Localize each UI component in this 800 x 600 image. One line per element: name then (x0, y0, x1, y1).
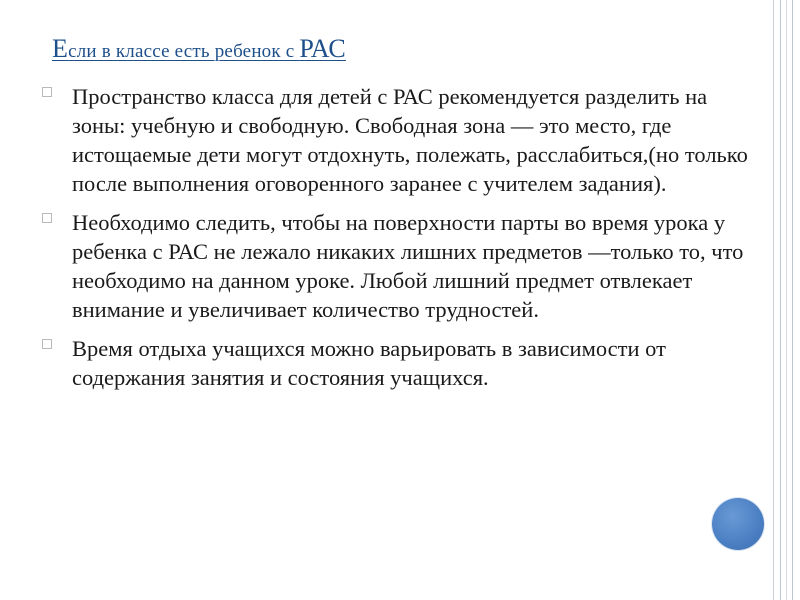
title-first-letter: Е (52, 34, 69, 63)
bullet-item (40, 334, 760, 392)
slide-title (52, 34, 346, 64)
decorative-circle-icon (712, 498, 764, 550)
bullet-text: Необходимо следить, чтобы на поверхности парты во время урока у ребенка с РАС не лежало никаких лишних предметов —только то, что необходимо на данном уроке. Любой лишний предмет отвлекает внимание и увеличивает количество трудностей. (72, 210, 744, 322)
title-small-caps: сли в классе есть ребенок с (68, 41, 300, 62)
bullet-square-icon (42, 213, 52, 223)
bullet-square-icon (42, 339, 52, 349)
slide-right-border (773, 0, 800, 600)
bullet-item (40, 82, 760, 198)
bullet-text: Время отдыха учащихся можно варьировать в зависимости от содержания занятия и состояния учащихся. (72, 336, 666, 390)
bullet-text: Пространство класса для детей с РАС рекомендуется разделить на зоны: учебную и свободную. Свободная зона — это место, где истощаемые дети могут отдохнуть, полежать, расслабиться,(но только после выполнения оговоренного заранее с учителем задания). (72, 84, 748, 196)
bullet-square-icon (42, 87, 52, 97)
bullet-item (40, 208, 760, 324)
bullet-list (40, 82, 760, 402)
title-abbr: РАС (299, 34, 346, 63)
